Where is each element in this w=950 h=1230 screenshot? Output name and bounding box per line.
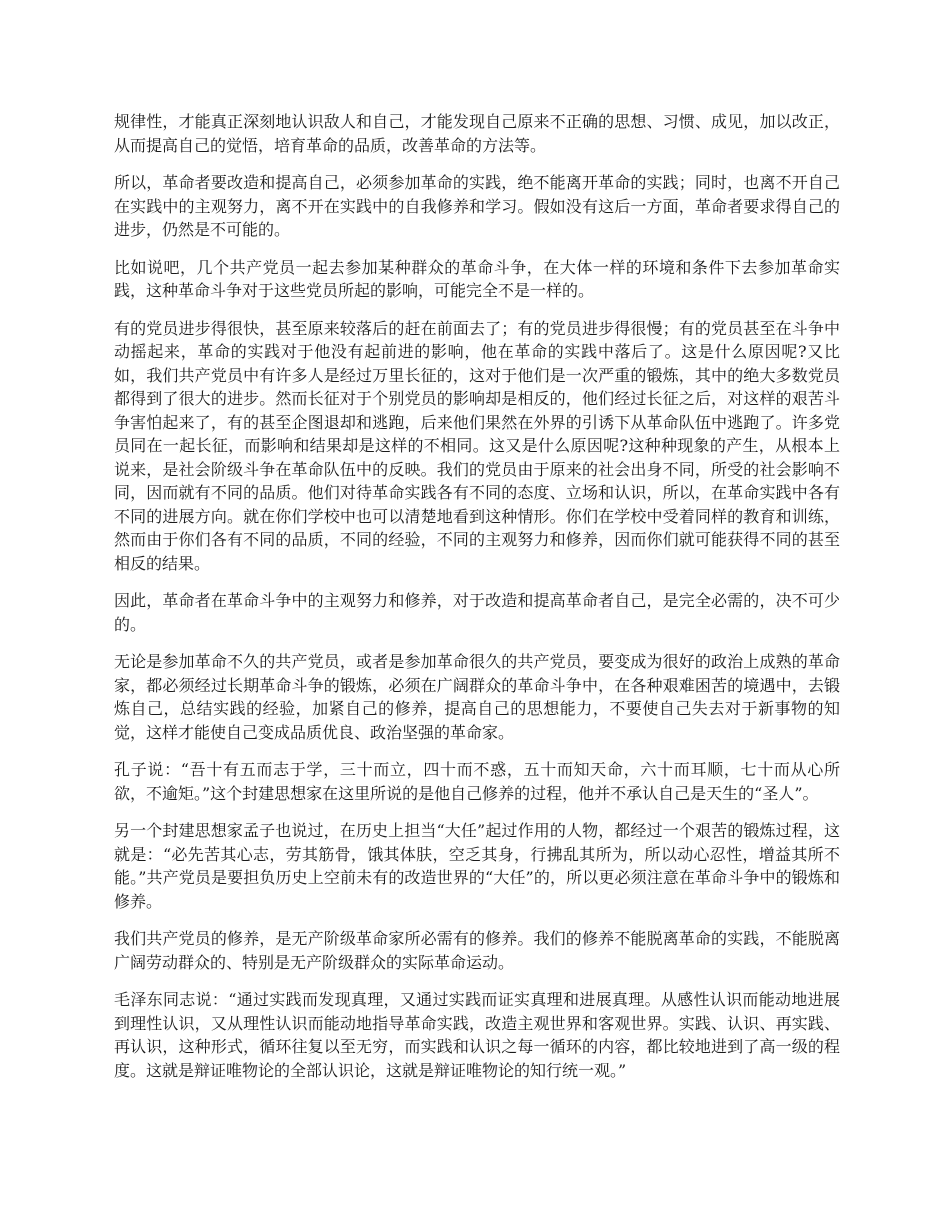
document-body [114,110,840,1096]
paragraph-10: 毛泽东同志说：“通过实践而发现真理，又通过实践而证实真理和进展真理。从感性认识而能动地进展到理性认识，又从理性认识而能动地指导革命实践，改造主观世界和客观世界。实践、认识、再实践、再认识，这种形式，循环往复以至无穷，而实践和认识之每一循环的内容，都比较地进到了高一级的程度。这就是辩证唯物论的全部认识论，这就是辩证唯物论的知行统一观。” [114,990,840,1080]
paragraph-9: 我们共产党员的修养，是无产阶级革命家所必需有的修养。我们的修养不能脱离革命的实践，不能脱离广阔劳动群众的、特别是无产阶级群众的实际革命运动。 [114,929,840,972]
paragraph-4: 有的党员进步得很快，甚至原来较落后的赶在前面去了；有的党员进步得很慢；有的党员甚至在斗争中动摇起来，革命的实践对于他没有起前进的影响，他在革命的实践中落后了。这是什么原因呢?又比如，我们共产党员中有许多人是经过万里长征的，这对于他们是一次严重的锻炼，其中的绝大多数党员都得到了很大的进步。然而长征对于个别党员的影响却是相反的，他们经过长征之后，对这样的艰苦斗争害怕起来了，有的甚至企图退却和逃跑，后来他们果然在外界的引诱下从革命队伍中逃跑了。许多党员同在一起长征，而影响和结果却是这样的不相同。这又是什么原因呢?这种种现象的产生，从根本上说来，是社会阶级斗争在革命队伍中的反映。我们的党员由于原来的社会出身不同，所受的社会影响不同，因而就有不同的品质。他们对待革命实践各有不同的态度、立场和认识，所以，在革命实践中各有不同的进展方向。就在你们学校中也可以清楚地看到这种情形。你们在学校中受着同样的教育和训练，然而由于你们各有不同的品质，不同的经验，不同的主观努力和修养，因而你们就可能获得不同的甚至相反的结果。 [114,318,840,573]
paragraph-7: 孔子说：“吾十有五而志于学，三十而立，四十而不惑，五十而知天命，六十而耳顺，七十而从心所欲，不逾矩。”这个封建思想家在这里所说的是他自己修养的过程，他并不承认自己是天生的“圣人”。 [114,760,840,803]
paragraph-5: 因此，革命者在革命斗争中的主观努力和修养，对于改造和提高革命者自己，是完全必需的，决不可少的。 [114,591,840,634]
paragraph-3: 比如说吧，几个共产党员一起去参加某种群众的革命斗争，在大体一样的环境和条件下去参加革命实践，这种革命斗争对于这些党员所起的影响，可能完全不是一样的。 [114,257,840,300]
paragraph-6: 无论是参加革命不久的共产党员，或者是参加革命很久的共产党员，要变成为很好的政治上成熟的革命家，都必须经过长期革命斗争的锻炼，必须在广阔群众的革命斗争中，在各种艰难困苦的境遇中，去锻炼自己，总结实践的经验，加紧自己的修养，提高自己的思想能力，不要使自己失去对于新事物的知觉，这样才能使自己变成品质优良、政治坚强的革命家。 [114,652,840,742]
paragraph-2: 所以，革命者要改造和提高自己，必须参加革命的实践，绝不能离开革命的实践；同时，也离不开自己在实践中的主观努力，离不开在实践中的自我修养和学习。假如没有这后一方面，革命者要求得自己的进步，仍然是不可能的。 [114,173,840,239]
paragraph-1: 规律性，才能真正深刻地认识敌人和自己，才能发现自己原来不正确的思想、习惯、成见，加以改正，从而提高自己的觉悟，培育革命的品质，改善革命的方法等。 [114,112,840,155]
paragraph-8: 另一个封建思想家孟子也说过，在历史上担当“大任”起过作用的人物，都经过一个艰苦的锻炼过程，这就是：“必先苦其心志，劳其筋骨，饿其体肤，空乏其身，行拂乱其所为，所以动心忍性，增益其所不能。”共产党员是要担负历史上空前未有的改造世界的“大任”的，所以更必须注意在革命斗争中的锻炼和修养。 [114,821,840,911]
